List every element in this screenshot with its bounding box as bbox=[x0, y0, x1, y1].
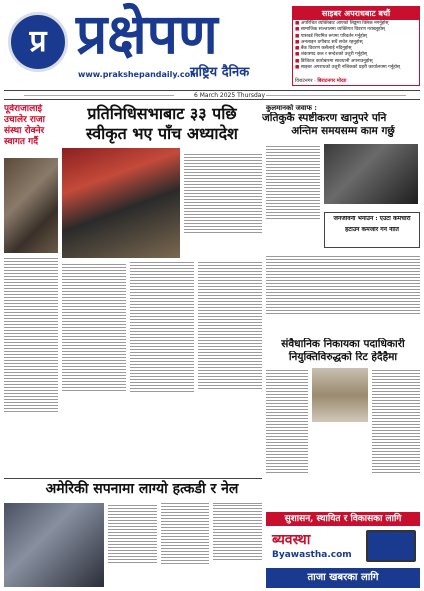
paper-title: प्रक्षेपण bbox=[76, 1, 218, 66]
lead-story bbox=[62, 104, 262, 474]
left-body-text bbox=[4, 256, 58, 466]
bottom-headline: अमेरिकी सपनामा लाग्यो हत्कडी र नेल bbox=[45, 481, 239, 497]
dateline-bar bbox=[4, 90, 420, 100]
left-photo bbox=[4, 158, 58, 253]
left-heading: पूर्वराजालाई उचालेर राजा संस्था रोक्नेर स्वागत गर्दै bbox=[4, 104, 45, 147]
ad-tagline: ताजा खबरका लागि bbox=[266, 568, 420, 588]
right-body-text bbox=[266, 144, 320, 244]
ad-header: साइबर अपराधबाट बचौं bbox=[293, 7, 419, 20]
right-story bbox=[262, 104, 420, 336]
pull-quote-subtitle: हटाउन कमजोर गर्ने नीति bbox=[345, 226, 399, 233]
pull-quote-title: जनजीवनी भनाउन : एउटा कर्मचारी bbox=[333, 216, 411, 222]
lead-headline-line2: स्वीकृत भए पाँच अध्यादेश bbox=[86, 124, 238, 143]
ad-list bbox=[293, 20, 419, 72]
court-headline-line2: नियुक्तिविरुद्धको रिट हेदैहैमा bbox=[288, 351, 398, 363]
laptop-icon bbox=[366, 530, 416, 562]
logo-letter: प्र bbox=[29, 24, 47, 59]
ad-item: ■ डिजिटल कारोबारमा सावधानी अपनाउनुहोस् bbox=[295, 58, 373, 64]
court-body-text-right bbox=[372, 368, 420, 508]
right-kicker: कुलमानको जवाफ : bbox=[266, 104, 317, 112]
dateline-rule-left bbox=[24, 95, 174, 96]
paper-tagline: राष्ट्रिय दैनिक bbox=[190, 65, 250, 80]
right-headline-line2: अन्तिम समयसम्म काम गर्छु bbox=[291, 125, 395, 138]
paper-website: www.prakshepandaily.com bbox=[78, 70, 199, 79]
court-story bbox=[266, 338, 420, 510]
dateline-date: 6 March 2025 Thursday bbox=[194, 92, 265, 99]
ad-item: ■ सामाजिक सञ्जालमा व्यक्तिगत विवरण नराख्नुहोस् bbox=[295, 27, 385, 33]
right-body-text-2 bbox=[266, 254, 420, 334]
dateline-rule-right bbox=[266, 95, 406, 96]
ad-url: Byawastha.com bbox=[272, 550, 352, 560]
court-headline-line1: संवैधानिक निकायका पदाधिकारी bbox=[281, 338, 405, 350]
right-headline-line1: जतिकुकै स्पष्टीकरण खानुपरे पनि bbox=[262, 112, 387, 125]
lead-body-text bbox=[62, 262, 262, 472]
lead-side-text bbox=[184, 152, 262, 262]
lead-photo bbox=[62, 148, 180, 258]
ad-banner: सुशासन, स्थायित र विकासका लागि bbox=[266, 512, 420, 526]
ad-item: ■ बैंक विवरण कसैलाई नदिनुहोस् bbox=[295, 46, 352, 52]
ad-item: ■ अपरिचित व्यक्तिबाट आएको लिङ्कमा क्लिक नगर्नुहोस् bbox=[295, 21, 389, 26]
lead-headline-line1: प्रतिनिधिसभाबाट ३३ पछि bbox=[87, 104, 237, 123]
ad-item: ■ पासवर्ड नियमित रूपमा परिवर्तन गर्नुहोस् bbox=[295, 33, 367, 39]
cyber-crime-ad bbox=[292, 6, 420, 86]
court-photo bbox=[312, 368, 368, 422]
court-body-text-left bbox=[266, 368, 308, 508]
right-photo bbox=[324, 144, 418, 204]
ad-item: ■ शंकास्पद कल र सन्देशको उजुरी गर्नुहोस् bbox=[295, 52, 367, 58]
ad-item: ■ अनलाइन ठगीबाट सधैं सचेत रहनुहोस् bbox=[295, 39, 363, 45]
byawastha-ad bbox=[266, 512, 420, 588]
left-column bbox=[4, 104, 58, 474]
ad-item: ■ साइबर अपराधको उजुरी नजिकको प्रहरी कार्यालयमा गर्नुहोस् bbox=[295, 65, 401, 71]
bottom-body-text bbox=[108, 503, 262, 587]
ad-footer: विराटनगर · बिराटनगर मोरङ bbox=[295, 78, 347, 84]
bottom-story bbox=[4, 478, 262, 588]
pull-quote bbox=[324, 212, 420, 248]
logo-badge bbox=[8, 12, 68, 72]
bottom-photo bbox=[4, 503, 104, 587]
ad-brand: ब्यवस्था bbox=[272, 532, 311, 548]
